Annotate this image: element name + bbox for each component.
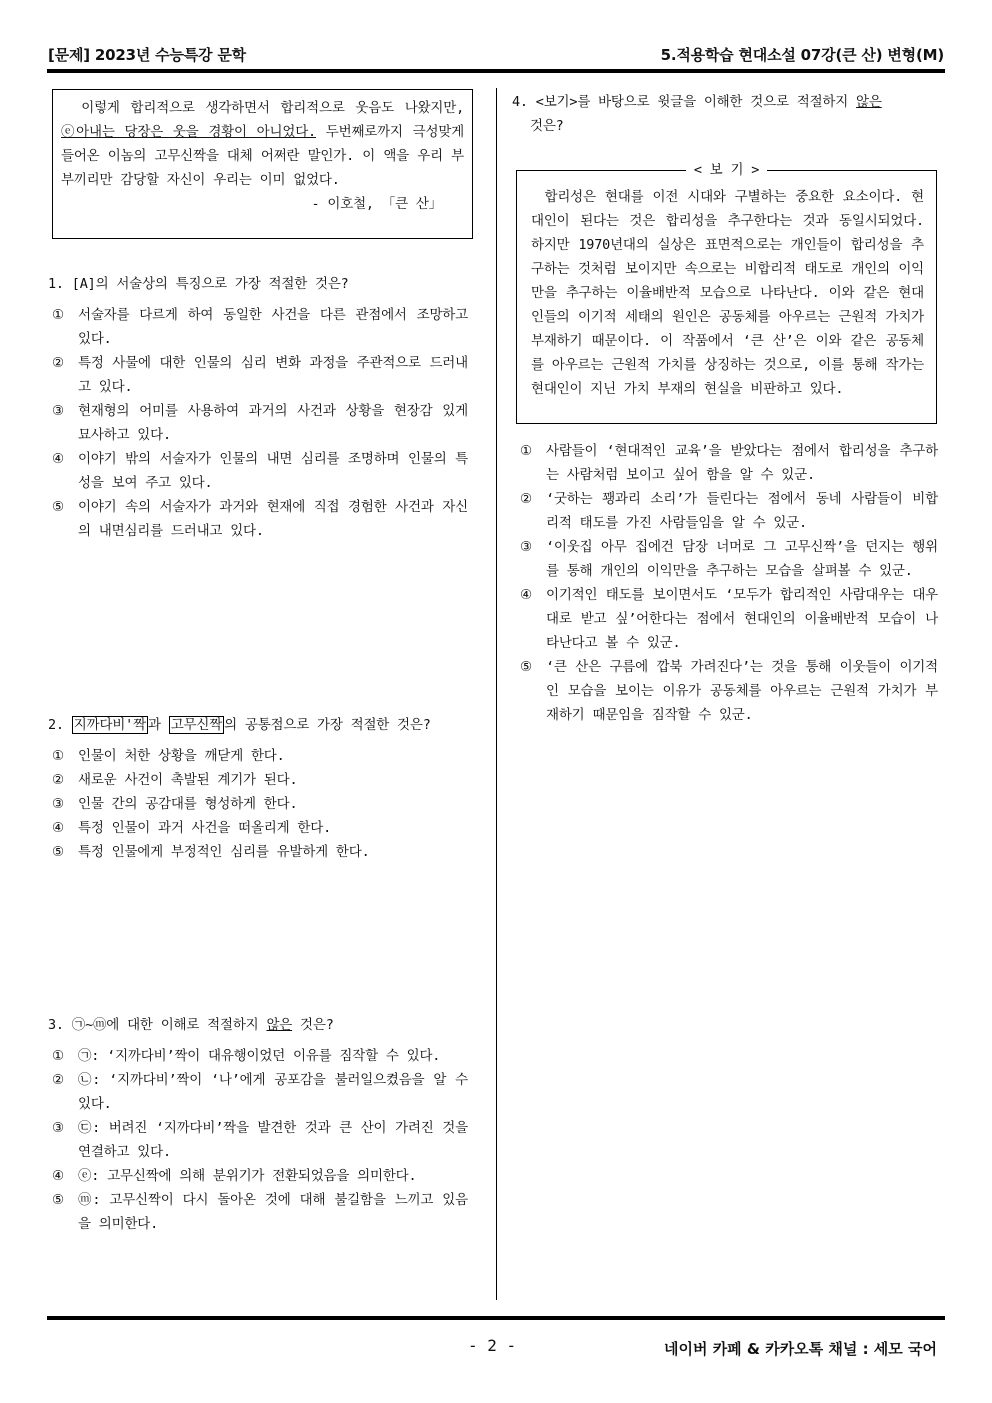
boxed-word-jikkadabi: 지까다비'짝 (73, 717, 146, 733)
q1-option-1[interactable]: ① 서술자를 다르게 하여 동일한 사건을 다른 관점에서 조망하고 있다. (52, 307, 468, 347)
passage-underlined: ⓔ아내는 당장은 웃을 경황이 아니었다. (61, 124, 316, 140)
q3-option-4[interactable]: ④ ⓔ: 고무신짝에 의해 분위기가 전환되었음을 의미한다. (52, 1168, 417, 1184)
question-3 (48, 1013, 468, 1236)
q1-option-4[interactable]: ④ 이야기 밖의 서술자가 인물의 내면 심리를 조명하며 인물의 특성을 보여 주고 있다. (52, 451, 468, 491)
question-4-options (516, 439, 938, 727)
q2-option-1[interactable]: ① 인물이 처한 상황을 깨닫게 한다. (52, 748, 285, 764)
q2-option-5[interactable]: ⑤ 특정 인물에게 부정적인 심리를 유발하게 한다. (52, 844, 370, 860)
q4-option-5[interactable]: ⑤ ‘큰 산은 구름에 깝북 가려진다’는 것을 통해 이웃들이 이기적인 모습을 보이는 이유가 공동체를 아우르는 근원적 가치가 부재하기 때문임을 짐작할 수 있군. (520, 659, 938, 723)
question-2-stem: 2. 지까다비'짝 과 고무신짝 의 공통점으로 가장 적절한 것은? (48, 717, 431, 733)
boxed-word-gomusin: 고무신짝 (170, 717, 223, 733)
q3-option-1[interactable]: ① ㉠: ‘지까다비’짝이 대유행이었던 이유를 짐작할 수 있다. (52, 1048, 441, 1064)
question-3-stem: 3. ㉠~ⓜ에 대한 이해로 적절하지 않은 것은? (48, 1017, 334, 1033)
passage-text: 이렇게 합리적으로 생각하면서 합리적으로 웃음도 나왔지만, ⓔ아내는 당장은 웃을 경황이 아니었다. 두번째로까지 극성맞게 들어온 이놈의 고무신짝을 대체 어쩌란 말인가. 이 액을 우리 부부끼리만 감당할 자신이 우리는 이미 없었다. (61, 100, 464, 188)
q1-option-5[interactable]: ⑤ 이야기 속의 서술자가 과거와 현재에 직접 경험한 사건과 자신의 내면심리를 드러내고 있다. (52, 499, 468, 539)
q3-option-3[interactable]: ③ ㉢: 버려진 ‘지까다비’짝을 발견한 것과 큰 산이 가려진 것을 연결하고 있다. (52, 1120, 468, 1160)
q2-option-4[interactable]: ④ 특정 인물이 과거 사건을 떠올리게 한다. (52, 820, 332, 836)
page-number: - 2 - (468, 1336, 517, 1355)
question-1 (48, 272, 468, 543)
q4-option-2[interactable]: ② ‘굿하는 꽹과리 소리’가 들린다는 점에서 동네 사람들이 비합리적 태도를 가진 사람들임을 알 수 있군. (520, 491, 938, 531)
q3-option-2[interactable]: ② ㉡: ‘지까다비’짝이 ‘나’에게 공포감을 불러일으켰음을 알 수 있다. (52, 1072, 468, 1112)
column-divider (496, 88, 497, 1300)
header-subtitle: 5.적용학습 현대소설 07강(큰 산) 변형(M) (660, 46, 944, 64)
footer-channel: 네이버 카페 & 카카오톡 채널 : 세모 국어 (664, 1340, 937, 1358)
top-rule (47, 69, 945, 73)
q4-option-4[interactable]: ④ 이기적인 태도를 보이면서도 ‘모두가 합리적인 사람대우는 대우대로 받고 싶’어한다는 점에서 현대인의 이율배반적 모습이 나타난다고 볼 수 있군. (520, 587, 938, 651)
question-1-stem: 1. [A]의 서술상의 특징으로 가장 적절한 것은? (48, 276, 349, 292)
header-title: [문제] 2023년 수능특강 문학 (48, 46, 246, 64)
q2-option-3[interactable]: ③ 인물 간의 공감대를 형성하게 한다. (52, 796, 298, 812)
q1-option-3[interactable]: ③ 현재형의 어미를 사용하여 과거의 사건과 상황을 현장감 있게 묘사하고 있다. (52, 403, 468, 443)
q1-option-2[interactable]: ② 특정 사물에 대한 인물의 심리 변화 과정을 주관적으로 드러내고 있다. (52, 355, 468, 395)
passage-box (52, 89, 473, 239)
q3-option-5[interactable]: ⑤ ⓜ: 고무신짝이 다시 돌아온 것에 대해 불길함을 느끼고 있음을 의미한다. (52, 1192, 468, 1232)
bogi-box (516, 162, 937, 424)
question-4-stem: 4. <보기>를 바탕으로 윗글을 이해한 것으로 적절하지 않은 것은? (512, 94, 882, 134)
q2-option-2[interactable]: ② 새로운 사건이 촉발된 계기가 된다. (52, 772, 298, 788)
q4-option-1[interactable]: ① 사람들이 ‘현대적인 교육’을 받았다는 점에서 합리성을 추구하는 사람처럼 보이고 싶어 함을 알 수 있군. (520, 443, 938, 483)
bogi-text: 합리성은 현대를 이전 시대와 구별하는 중요한 요소이다. 현대인이 된다는 것은 합리성을 추구한다는 것과 동일시되었다. 하지만 1970년대의 실상은 표면적으로는 개인들이 합리성을 추구하는 것처럼 보이지만 속으로는 비합리적 태도로 개인의 이익만을 추구하는 이율배반적 모습으로 나타난다. 이와 같은 현대인들의 이기적 세태의 원인은 공동체를 아우르는 근원적 가치가 부재하기 때문이다. 이 작품에서 ‘큰 산’은 이와 같은 공동체를 아우르는 근원적 가치를 상징하는 것으로, 이를 통해 작가는 현대인이 지닌 가치 부재의 현실을 비판하고 있다. (531, 189, 924, 397)
bottom-rule (47, 1316, 945, 1320)
bogi-title: < 보 기 > (517, 159, 936, 181)
passage-source: - 이호철, 「큰 산」 (311, 196, 442, 212)
question-2 (48, 713, 468, 864)
q4-option-3[interactable]: ③ ‘이웃집 아무 집에건 담장 너머로 그 고무신짝’을 던지는 행위를 통해 개인의 이익만을 추구하는 모습을 살펴볼 수 있군. (520, 539, 938, 579)
